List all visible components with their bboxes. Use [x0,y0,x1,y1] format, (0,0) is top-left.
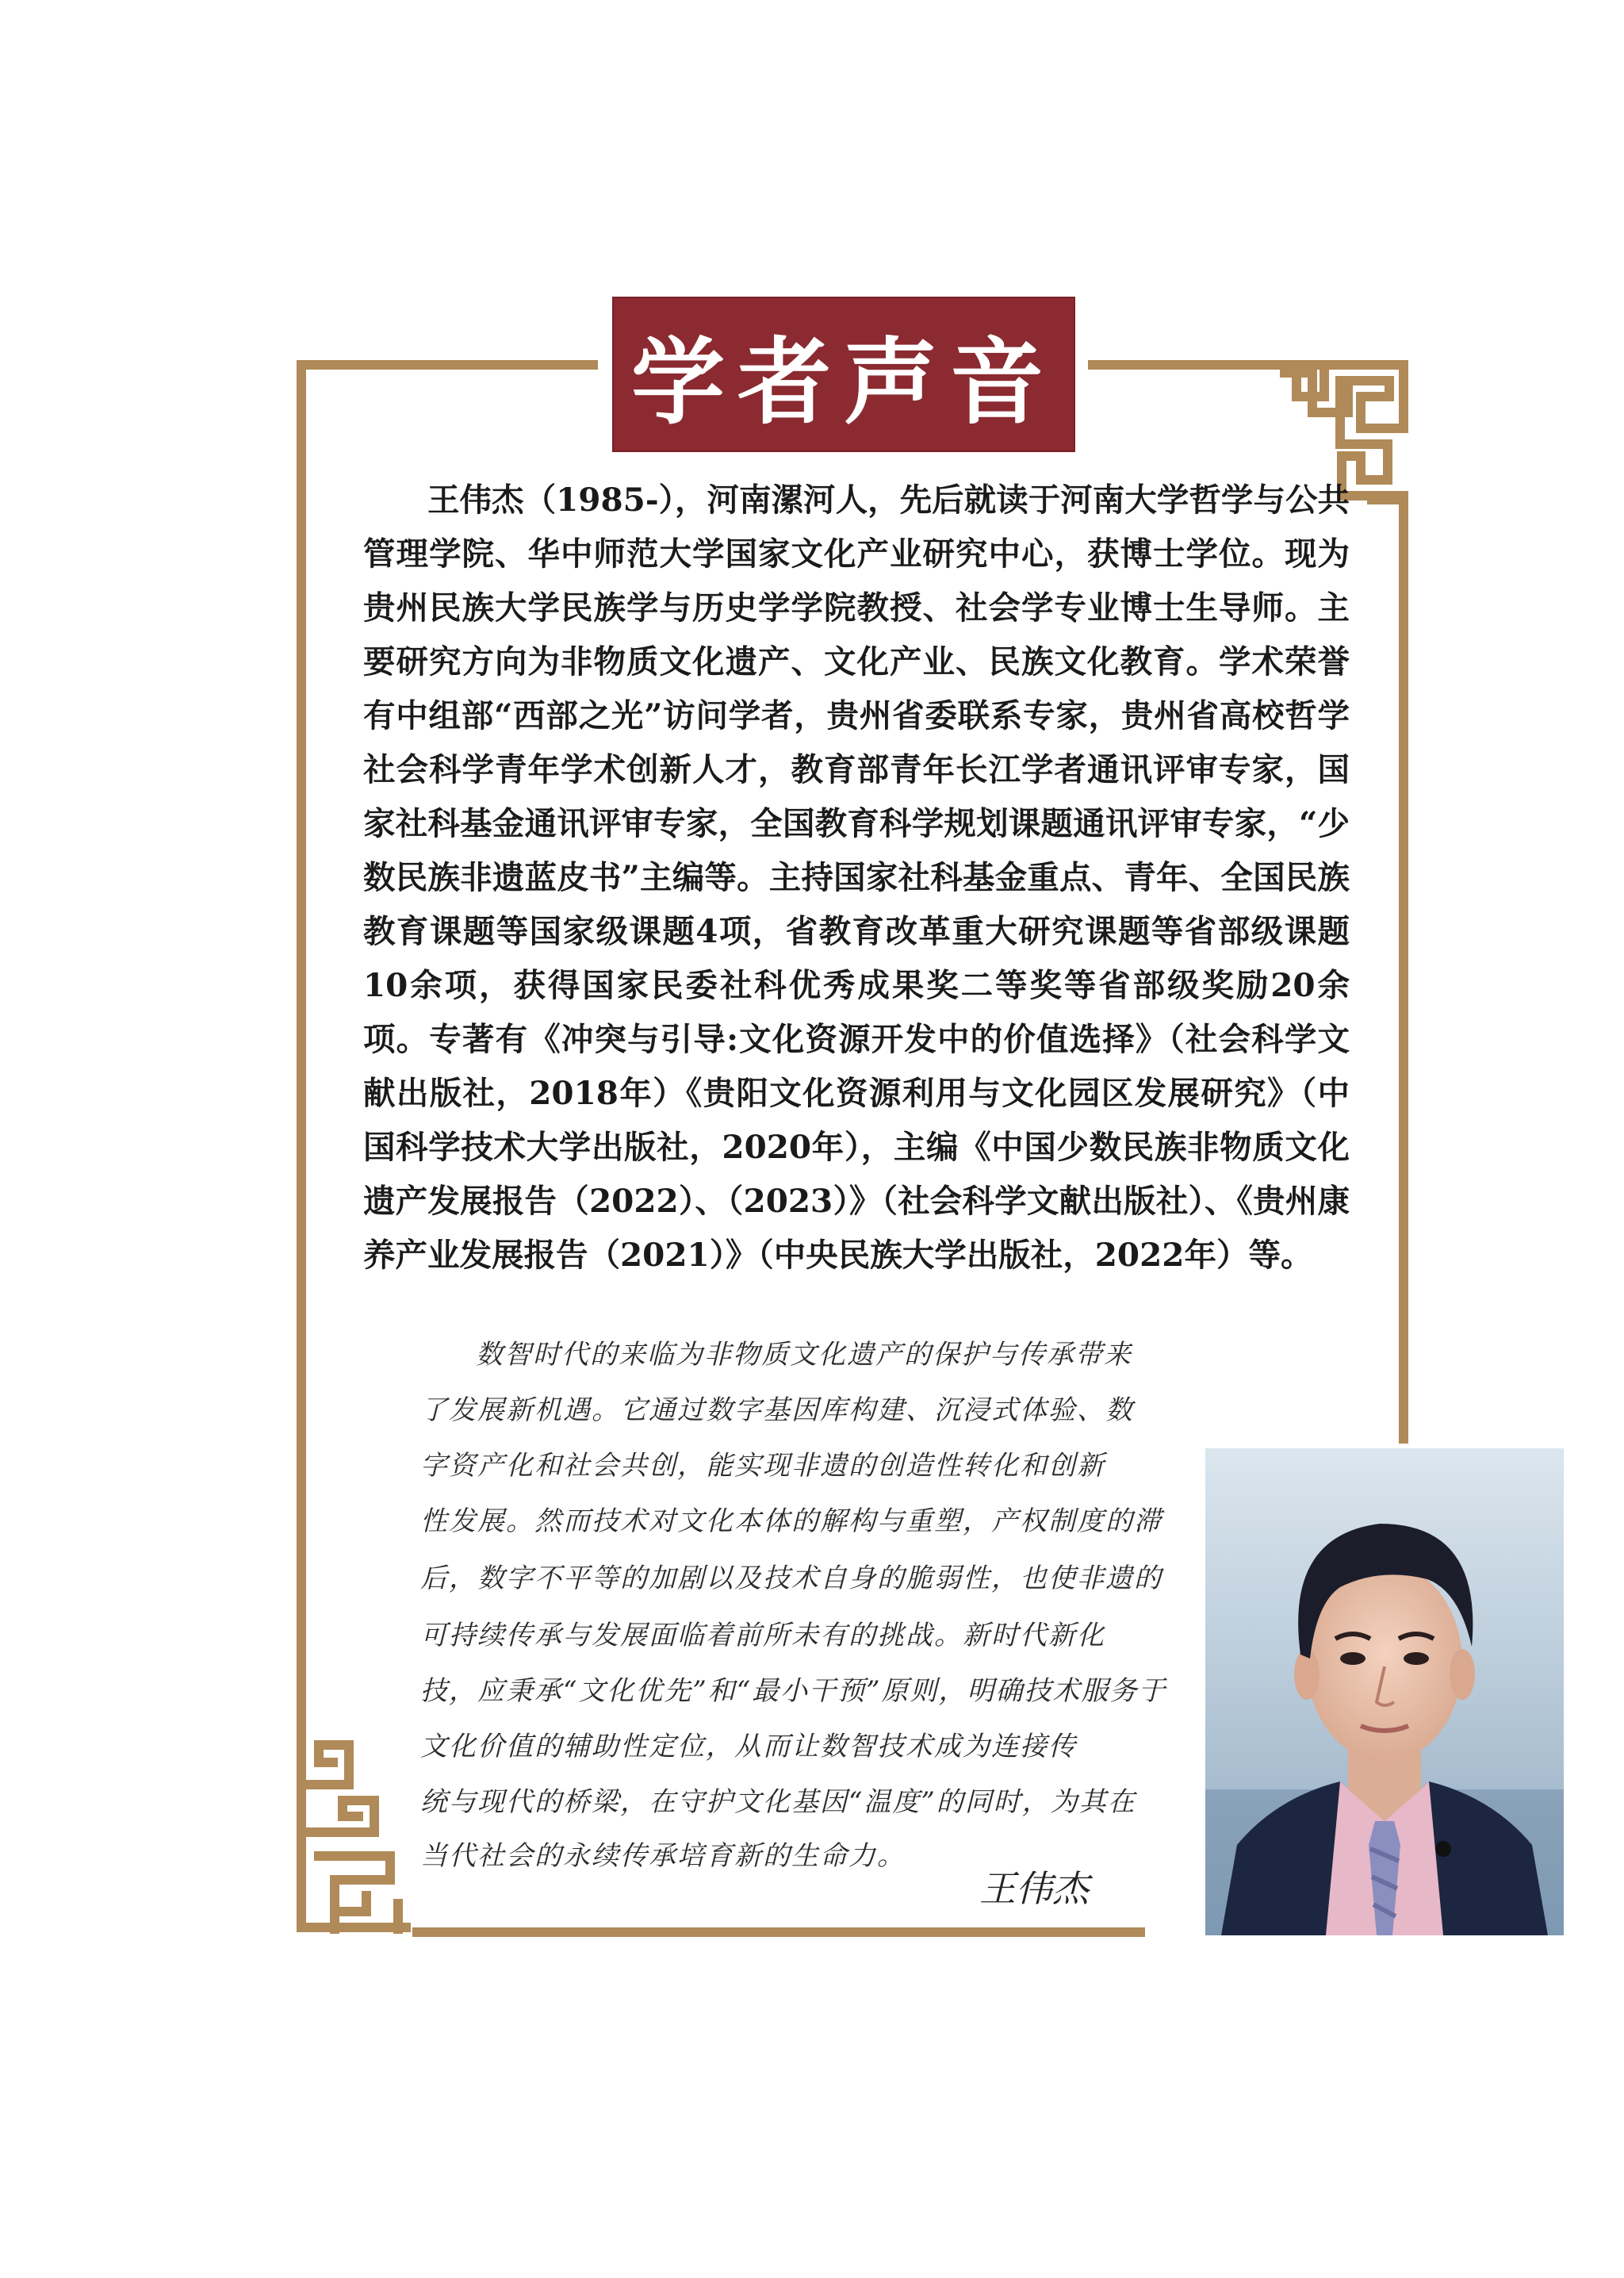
frame-right [1399,508,1408,1444]
handwriting-line: 当代社会的永续传承培育新的生命力。 [420,1840,906,1872]
handwriting-line: 技，应秉承“文化优先”和“最小干预”原则，明确技术服务于 [420,1675,1167,1707]
signature: 王伟杰 [979,1867,1089,1910]
frame-top-left [297,360,598,370]
handwriting-line: 数智时代的来临为非物质文化遗产的保护与传承带来 [476,1339,1132,1371]
frame-bottom [412,1927,1145,1937]
handwriting-line: 后，数字不平等的加剧以及技术自身的脆弱性，也使非遗的 [420,1563,1162,1594]
handwriting-line: 了发展新机遇。它通过数字基因库构建、沉浸式体验、数 [420,1394,1134,1426]
frame-left [297,360,306,1740]
handwriting-line: 性发展。然而技术对文化本体的解构与重塑，产权制度的滞 [420,1505,1162,1537]
handwriting-line: 文化价值的辅助性定位，从而让数智技术成为连接传 [420,1731,1077,1762]
author-biography: 王伟杰（1985-），河南漯河人，先后就读于河南大学哲学与公共管理学院、华中师范大学国家文化产业研究中心，获博士学位。现为贵州民族大学民族学与历史学学院教授、社会学专业博士生导师。主要研究方向为非物质文化遗产、文化产业、民族文化教育。学术荣誉有中组部“西部之光”访问学者，贵州省委联系专家，贵州省高校哲学社会科学青年学术创新人才，教育部青年长江学者通讯评审专家，国家社科基金通讯评审专家，全国教育科学规划课题通讯评审专家，“少数民族非遗蓝皮书”主编等。主持国家社科基金重点、青年、全国民族教育课题等国家级课题4项，省教育改革重大研究课题等省部级课题10余项，获得国家民委社科优秀成果奖二等奖等省部级奖励20余项。专著有《冲突与引导:文化资源开发中的价值选择》（社会科学文献出版社，2018年）《贵阳文化资源利用与文化园区发展研究》（中国科学技术大学出版社，2020年），主编《中国少数民族非物质文化遗产发展报告（2022）、（2023）》（社会科学文献出版社）、《贵州康养产业发展报告（2021）》（中央民族大学出版社，2022年）等。 [363,481,1350,1274]
title-banner [612,297,1075,452]
portrait-photo [1205,1448,1564,1935]
handwriting-line: 字资产化和社会共创，能实现非遗的创造性转化和创新 [420,1450,1105,1482]
handwriting-line: 统与现代的桥梁，在守护文化基因“温度”的同时，为其在 [420,1786,1136,1818]
page-title: 学者声音 [630,327,1056,437]
handwriting-line: 可持续传承与发展面临着前所未有的挑战。新时代新化 [420,1620,1105,1651]
